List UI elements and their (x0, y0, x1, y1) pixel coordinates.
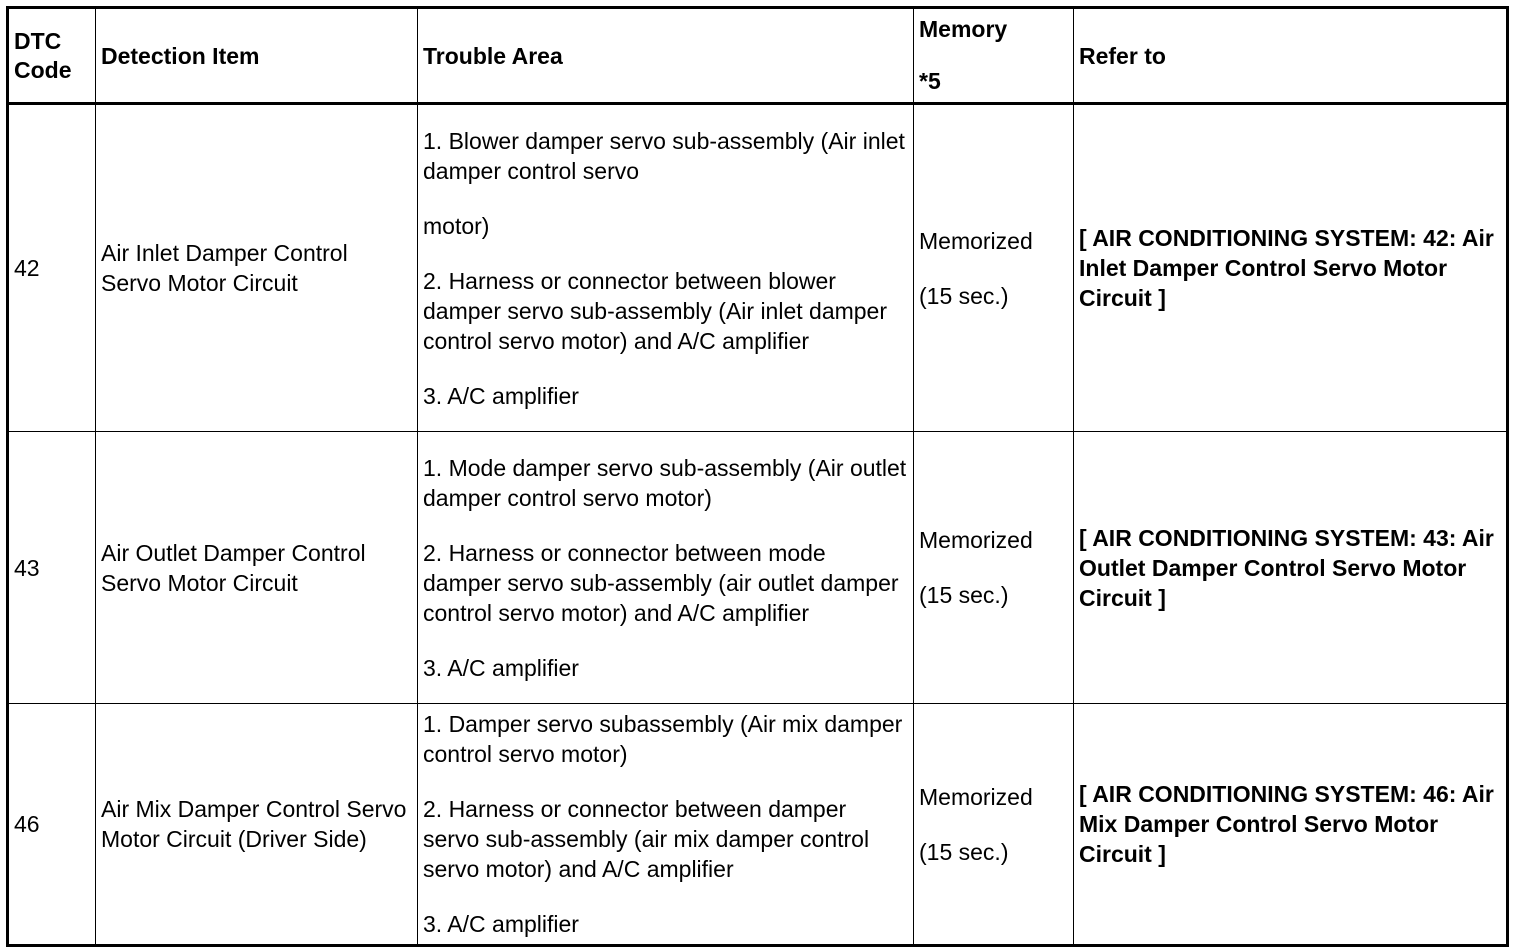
trouble-area-cell (418, 104, 914, 432)
dtc-table (6, 6, 1509, 947)
header-refer-to: Refer to (1074, 8, 1508, 104)
header-detection-item: Detection Item (96, 8, 418, 104)
header-memory (914, 8, 1074, 104)
header-row (8, 8, 1508, 104)
trouble-area-item: 3. A/C amplifier (423, 911, 579, 937)
refer-to-link[interactable]: [ AIR CONDITIONING SYSTEM: 46: Air Mix Damper Control Servo Motor Circuit ] (1074, 704, 1508, 946)
memory-status: Memorized (919, 227, 1033, 254)
trouble-area-item: 1. Damper servo subassembly (Air mix damper control servo motor) (423, 711, 903, 767)
trouble-area-item: 3. A/C amplifier (423, 654, 579, 681)
detection-item-cell: Air Outlet Damper Control Servo Motor Circuit (96, 432, 418, 704)
trouble-area-item: motor) (423, 212, 490, 239)
refer-to-link[interactable]: [ AIR CONDITIONING SYSTEM: 43: Air Outlet Damper Control Servo Motor Circuit ] (1074, 432, 1508, 704)
detection-item-cell: Air Inlet Damper Control Servo Motor Circuit (96, 104, 418, 432)
header-dtc-code-line1: DTC (14, 27, 62, 54)
trouble-area-cell (418, 432, 914, 704)
trouble-area-cell (418, 704, 914, 946)
trouble-area-item: 1. Blower damper servo sub-assembly (Air inlet damper control servo (423, 127, 905, 184)
memory-duration: (15 sec.) (919, 582, 1009, 608)
trouble-area-item: 1. Mode damper servo sub-assembly (Air outlet damper control servo motor) (423, 454, 907, 511)
header-memory-line2: *5 (919, 68, 941, 94)
memory-cell (914, 104, 1074, 432)
header-dtc-code (8, 8, 96, 104)
dtc-code-cell: 46 (8, 704, 96, 946)
dtc-code-cell: 42 (8, 104, 96, 432)
trouble-area-item: 2. Harness or connector between blower damper servo sub-assembly (Air inlet damper control servo motor) and A/C amplifier (423, 267, 888, 354)
memory-duration: (15 sec.) (919, 838, 1009, 865)
memory-cell (914, 432, 1074, 704)
memory-duration: (15 sec.) (919, 282, 1009, 309)
header-trouble-area: Trouble Area (418, 8, 914, 104)
table-row (8, 432, 1508, 704)
memory-status: Memorized (919, 527, 1033, 553)
detection-item-cell: Air Mix Damper Control Servo Motor Circuit (Driver Side) (96, 704, 418, 946)
trouble-area-item: 2. Harness or connector between mode damper servo sub-assembly (air outlet damper control servo motor) and A/C amplifier (423, 539, 899, 626)
header-dtc-code-line2: Code (14, 56, 72, 83)
trouble-area-item: 2. Harness or connector between damper servo sub-assembly (air mix damper control servo motor) and A/C amplifier (423, 796, 870, 882)
table-row (8, 104, 1508, 432)
trouble-area-item: 3. A/C amplifier (423, 382, 579, 409)
header-memory-line1: Memory (919, 16, 1008, 42)
dtc-code-cell: 43 (8, 432, 96, 704)
refer-to-link[interactable]: [ AIR CONDITIONING SYSTEM: 42: Air Inlet Damper Control Servo Motor Circuit ] (1074, 104, 1508, 432)
memory-cell (914, 704, 1074, 946)
memory-status: Memorized (919, 783, 1033, 810)
table-row (8, 704, 1508, 946)
